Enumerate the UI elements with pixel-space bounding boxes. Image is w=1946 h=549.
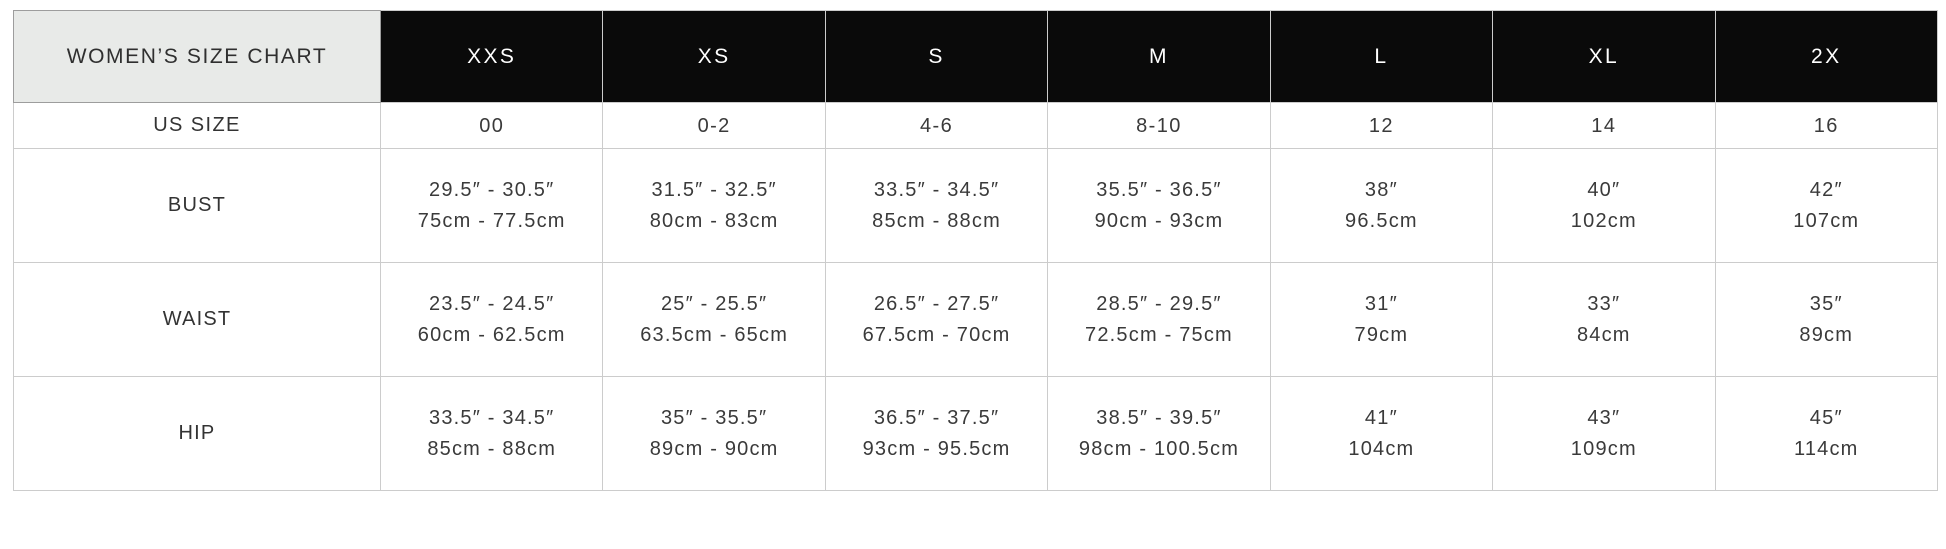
- inches-value: 35″ - 35.5″: [660, 407, 768, 429]
- cm-value: 96.5cm: [1345, 210, 1418, 232]
- womens-size-chart: [13, 10, 1938, 491]
- size-column-header-2x: 2X: [1715, 11, 1937, 103]
- size-column-header-xs: XS: [603, 11, 825, 103]
- cm-value: 85cm - 88cm: [427, 438, 557, 460]
- us-size-value: 12: [1368, 114, 1394, 137]
- cell-waist-l: [1270, 263, 1492, 377]
- cm-value: 75cm - 77.5cm: [417, 210, 566, 232]
- inches-value: 38″: [1364, 179, 1398, 201]
- cm-value: 72.5cm - 75cm: [1085, 324, 1233, 346]
- inches-value: 35.5″ - 36.5″: [1096, 179, 1222, 201]
- cell-ussize-xl: [1493, 103, 1715, 149]
- cell-waist-xl: [1493, 263, 1715, 377]
- cell-ussize-2x: [1715, 103, 1937, 149]
- waist-row: [14, 263, 1938, 377]
- row-label-hip: HIP: [14, 377, 381, 491]
- cm-value: 67.5cm - 70cm: [862, 324, 1011, 346]
- size-column-header-xxs: XXS: [381, 11, 603, 103]
- cell-ussize-xxs: [381, 103, 603, 149]
- cm-value: 90cm - 93cm: [1094, 210, 1224, 232]
- us-size-value: 16: [1813, 114, 1839, 137]
- inches-value: 40″: [1587, 179, 1621, 201]
- cm-value: 114cm: [1793, 438, 1859, 460]
- header-row: [14, 11, 1938, 103]
- us-size-value: 0-2: [697, 114, 731, 137]
- cell-ussize-m: [1048, 103, 1270, 149]
- cell-bust-m: [1048, 149, 1270, 263]
- size-column-header-m: M: [1048, 11, 1270, 103]
- cell-bust-xxs: [381, 149, 603, 263]
- cm-value: 63.5cm - 65cm: [640, 324, 789, 346]
- size-column-header-l: L: [1270, 11, 1492, 103]
- cm-value: 102cm: [1570, 210, 1637, 232]
- inches-value: 31″: [1364, 293, 1398, 315]
- cm-value: 84cm: [1576, 324, 1631, 346]
- cell-waist-2x: [1715, 263, 1937, 377]
- inches-value: 43″: [1587, 407, 1621, 429]
- cm-value: 79cm: [1354, 324, 1409, 346]
- cell-hip-s: [825, 377, 1047, 491]
- us-size-row: [14, 103, 1938, 149]
- cm-value: 93cm - 95.5cm: [862, 438, 1011, 460]
- cell-hip-xl: [1493, 377, 1715, 491]
- row-label-bust: BUST: [14, 149, 381, 263]
- size-chart-table: [13, 10, 1938, 491]
- cell-bust-xl: [1493, 149, 1715, 263]
- cm-value: 104cm: [1348, 438, 1415, 460]
- cell-bust-l: [1270, 149, 1492, 263]
- size-column-header-s: S: [825, 11, 1047, 103]
- chart-title: WOMEN’S SIZE CHART: [14, 11, 381, 103]
- inches-value: 33″: [1587, 293, 1621, 315]
- cell-hip-2x: [1715, 377, 1937, 491]
- inches-value: 35″: [1809, 293, 1843, 315]
- cm-value: 89cm - 90cm: [649, 438, 779, 460]
- inches-value: 28.5″ - 29.5″: [1096, 293, 1222, 315]
- inches-value: 23.5″ - 24.5″: [429, 293, 555, 315]
- cell-hip-xs: [603, 377, 825, 491]
- us-size-value: 14: [1591, 114, 1617, 137]
- cm-value: 80cm - 83cm: [649, 210, 779, 232]
- cm-value: 85cm - 88cm: [872, 210, 1001, 232]
- inches-value: 45″: [1809, 407, 1843, 429]
- cell-ussize-s: [825, 103, 1047, 149]
- cell-waist-m: [1048, 263, 1270, 377]
- inches-value: 33.5″ - 34.5″: [873, 179, 1000, 201]
- cm-value: 89cm: [1799, 324, 1854, 346]
- row-label-us-size: US SIZE: [14, 103, 381, 149]
- cell-bust-s: [825, 149, 1047, 263]
- cm-value: 109cm: [1570, 438, 1637, 460]
- inches-value: 31.5″ - 32.5″: [651, 179, 777, 201]
- inches-value: 25″ - 25.5″: [660, 293, 768, 315]
- cell-ussize-l: [1270, 103, 1492, 149]
- cell-waist-s: [825, 263, 1047, 377]
- size-column-header-xl: XL: [1493, 11, 1715, 103]
- inches-value: 38.5″ - 39.5″: [1096, 407, 1222, 429]
- row-label-waist: WAIST: [14, 263, 381, 377]
- us-size-value: 8-10: [1136, 114, 1182, 137]
- cell-hip-m: [1048, 377, 1270, 491]
- bust-row: [14, 149, 1938, 263]
- cell-waist-xs: [603, 263, 825, 377]
- cell-bust-2x: [1715, 149, 1937, 263]
- us-size-value: 00: [479, 114, 505, 137]
- inches-value: 29.5″ - 30.5″: [429, 179, 555, 201]
- us-size-value: 4-6: [920, 114, 954, 137]
- inches-value: 36.5″ - 37.5″: [873, 407, 1000, 429]
- cm-value: 107cm: [1793, 210, 1860, 232]
- cell-hip-l: [1270, 377, 1492, 491]
- cell-waist-xxs: [381, 263, 603, 377]
- hip-row: [14, 377, 1938, 491]
- cm-value: 98cm - 100.5cm: [1078, 438, 1240, 460]
- inches-value: 42″: [1809, 179, 1843, 201]
- cell-hip-xxs: [381, 377, 603, 491]
- cell-bust-xs: [603, 149, 825, 263]
- inches-value: 26.5″ - 27.5″: [873, 293, 1000, 315]
- cm-value: 60cm - 62.5cm: [417, 324, 566, 346]
- inches-value: 33.5″ - 34.5″: [429, 407, 555, 429]
- inches-value: 41″: [1364, 407, 1398, 429]
- cell-ussize-xs: [603, 103, 825, 149]
